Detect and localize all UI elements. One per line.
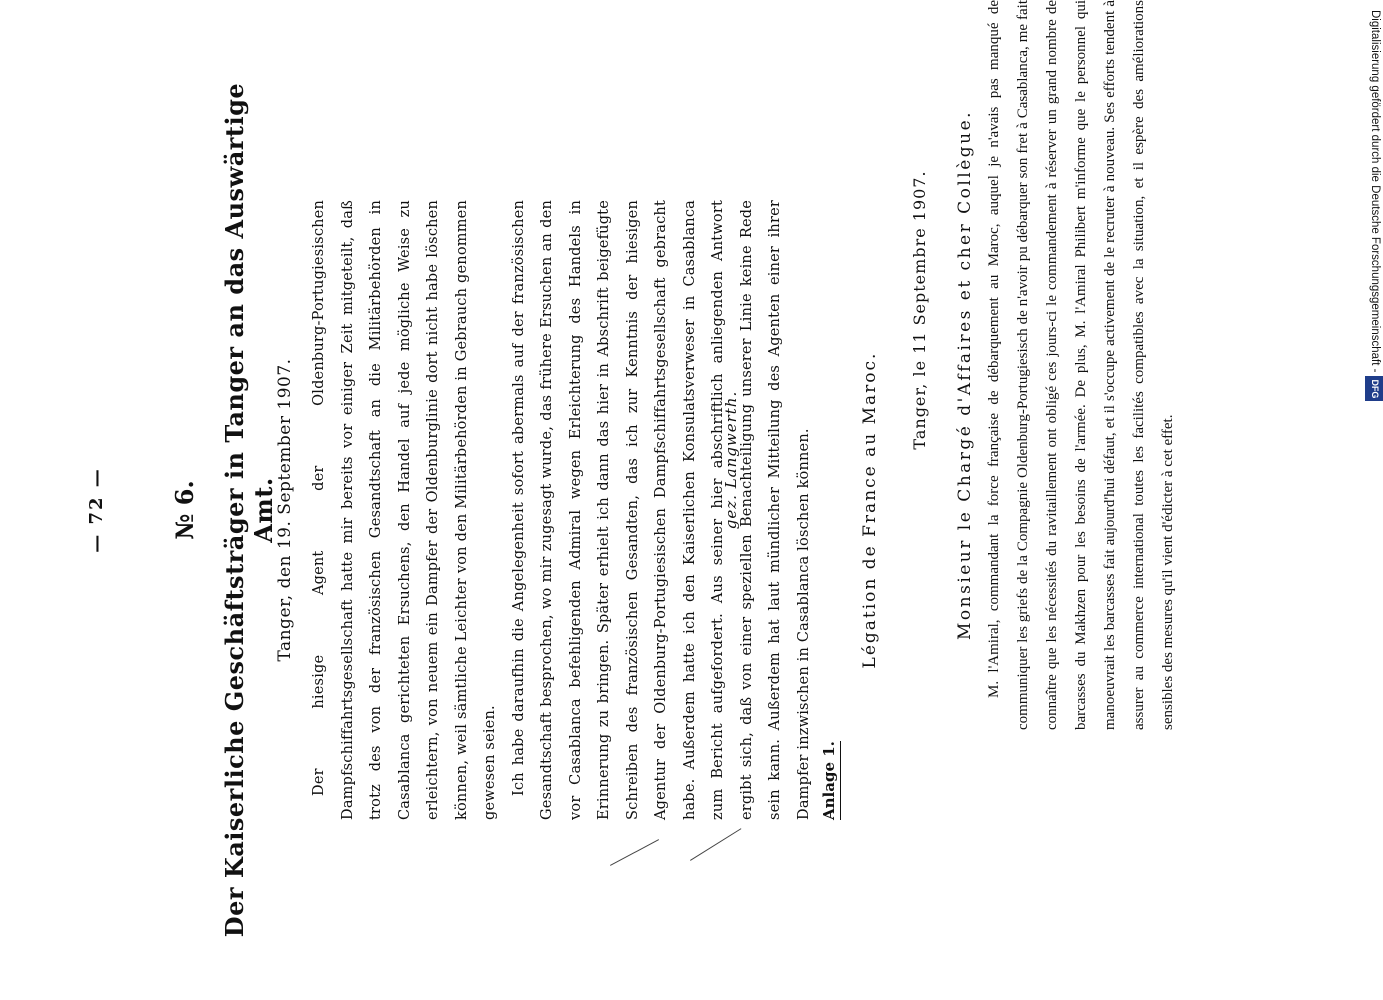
german-letter-body <box>305 200 818 820</box>
german-paragraph-1: Der hiesige Agent der Oldenburg-Portugiesischen Dampfschiffahrtsgesellschaft hatte mir bereits vor einiger Zeit mitgeteilt, daß trotz des von der französischen Gesandtschaft an die Militärbehörden in Casablanca gerichteten Ersuchens, den Handel auf jede mögliche Weise zu erleichtern, von neuem ein Dampfer der Oldenburglinie dort nicht habe löschen können, weil sämtliche Leichter von den Militärbehörden in Gebrauch genommen gewesen seien. <box>311 200 498 820</box>
signature: gez. Langwerth. <box>722 390 740 530</box>
dfg-logo: DFG <box>1365 376 1383 401</box>
rotated-document-page <box>50 0 1290 960</box>
digitization-credit <box>1366 10 1383 399</box>
french-paragraph: M. l'Amiral, commandant la force française de débarquement au Maroc, auquel je n'avais pas manqué de communiquer les griefs de la Compagnie Oldenburg-Portugiesisch de n'avoir pu débarquer son fret à Casablanca, me fait connaître que les nécessités du ravitaillement ont obligé ces jours-ci le commandement à réserver un grand nombre de barcasses du Makhzen pour les besoins de l'armée. De plus, M. l'Amiral Philibert m'informe que le personnel qui manoeuvrait les barcasses fait aujourd'hui défaut, et il s'occupe activement de le recruter à nouveau. Ses efforts tendent à assurer au commerce international toutes les facilités compatibles avec la situation, et il espère des améliorations sensibles des mesures qu'il vient d'édicter à cet effet. <box>986 0 1176 730</box>
german-paragraph-2: Ich habe daraufhin die Angelegenheit sofort abermals auf der französischen Gesandtschaft besprochen, wo mir zugesagt wurde, das frühere Ersuchen an den vor Casablanca befehligenden Admiral wegen Erleichterung des Handels in Erinnerung zu bringen. Später erhielt ich dann das hier in Abschrift beigefügte Schreiben des französischen Gesandten, das ich zur Kenntnis der hiesigen Agentur der Oldenburg-Portugiesischen Dampfschiffahrtsgesellschaft gebracht habe. Außerdem hatte ich den Kaiserlichen Konsulatsverweser in Casablanca zum Bericht aufgefordert. Aus seiner hier abschriftlich anliegenden Antwort ergibt sich, daß von einer speziellen Benachteiligung unserer Linie keine Rede sein kann. Außerdem hat laut mündlicher Mitteilung des Agenten einer ihrer Dampfer inzwischen in Casablanca löschen können. <box>510 200 812 820</box>
document-number: № 6. <box>170 480 199 540</box>
french-dateline: Tanger, le 11 Septembre 1907. <box>910 170 929 450</box>
legation-heading: Légation de France au Maroc. <box>860 351 880 669</box>
document-title: Der Kaiserliche Geschäftsträger in Tanger an das Auswärtige Amt. <box>220 82 278 938</box>
german-dateline: Tanger, den 19. September 1907. <box>275 358 295 662</box>
credit-text: Digitalisierung gefördert durch die Deutsche Forschungsgemeinschaft - <box>1369 10 1381 373</box>
annex-heading: Anlage 1. <box>820 741 841 820</box>
salutation: Monsieur le Chargé d'Affaires et cher Collègue. <box>955 109 975 640</box>
page-number: — 72 — <box>86 467 107 553</box>
margin-pencil-stroke-1 <box>610 839 659 866</box>
french-letter-body <box>980 0 1183 730</box>
